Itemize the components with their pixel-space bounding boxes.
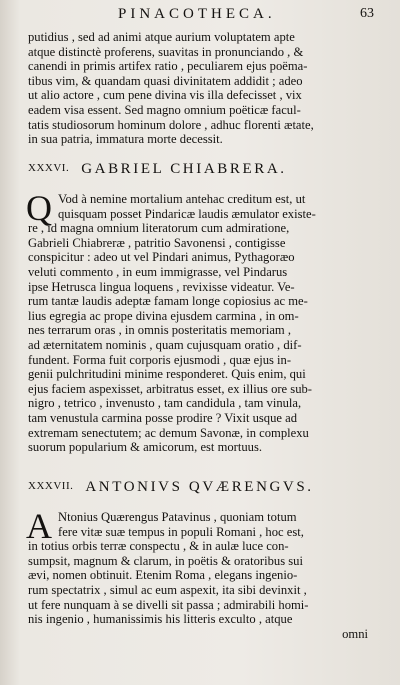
text-line: nis ingenio , humanissimis his litteris exculto , atque — [28, 612, 293, 627]
section-name: GABRIEL CHIABRERA. — [81, 161, 287, 177]
drop-cap: Q — [26, 188, 52, 228]
running-head — [0, 6, 400, 24]
text-line: canendi in primis artifex ratio , peculiarem ejus poëma- — [28, 59, 308, 74]
text-line: putidius , sed ad animi atque aurium voluptatem apte — [28, 30, 295, 44]
drop-cap: A — [26, 506, 52, 546]
section-paragraph-quaerengus — [26, 506, 380, 641]
text-line: in sua patria, immatura morte decessit. — [28, 132, 223, 147]
text-line: rum spectatrix , simul ac eum aspexit, ita sibi devinxit , — [28, 582, 307, 597]
text-line: genii pulchritudini minime responderet. Quis enim, qui — [28, 367, 306, 382]
text-line: ejus faciem aspexisset, arbitratus esset, ex illius ore sub- — [28, 381, 312, 396]
text-line: ævi, nomen obtinuit. Etenim Roma , elegans ingenio- — [28, 568, 298, 583]
text-line: in totius orbis terræ conspectu , & in aulæ luce con- — [28, 539, 289, 554]
text-line: lius egregia ac prope divina ejusdem carmina , in om- — [28, 308, 299, 323]
text-line: fundent. Forma fuit corporis ejusmodi , quæ ejus in- — [28, 352, 292, 367]
text-line: fere vitæ suæ tempus in populi Romani , hoc est, — [58, 524, 304, 539]
text-line: conspicitur : adeo ut vel Pindari animus, Pythagoræo — [28, 250, 295, 265]
text-line: atque distinctè proferens, suavitas in pronunciando , & — [28, 44, 304, 59]
section-numeral: XXXVI. — [28, 162, 70, 174]
text-line: Ntonius Quærengus Patavinus , quoniam totum — [58, 510, 297, 524]
page-number: 63 — [360, 6, 374, 21]
text-line: suorum popularium & amicorum, est mortuus. — [28, 440, 263, 455]
continuation-paragraph — [28, 30, 380, 147]
text-line: Vod à nemine mortalium antehac creditum est, ut — [58, 192, 306, 206]
text-line: tibus vim, & quandam quasi divinitatem addidit ; adeo — [28, 73, 303, 88]
text-line: sumpsit, magnum & clarum, in poëtis & oratoribus sui — [28, 553, 303, 568]
section-name: ANTONIVS QVÆRENGVS. — [85, 479, 314, 495]
text-line: Gabrieli Chiabreræ , patritio Savonensi , contigisse — [28, 235, 286, 250]
text-line: nigro , tetrico , invenusto , tam candidula , tam vinula, — [28, 396, 302, 411]
section-numeral: XXXVII. — [28, 480, 74, 492]
text-line: eadem visa essent. Sed magno omnium poëticæ facul- — [28, 102, 301, 117]
catchword: omni — [342, 626, 368, 641]
text-line: rum tantæ laudis adeptæ famam longe copiosius ac me- — [28, 294, 308, 309]
text-line: tatis studiosorum hominum dolore , adhuc florenti ætate, — [28, 117, 314, 132]
text-line: tam venustula carmina posse prodire ? Vixit usque ad — [28, 410, 298, 425]
text-line: veluti commento , in eum immigrasse, vel Pindarus — [28, 264, 288, 279]
section-heading-chiabrera — [28, 160, 287, 180]
text-line: extremam senectutem; ac demum Savonæ, in complexu — [28, 425, 309, 440]
text-line: ipse Hetrusca lingua loquens , revixisse videatur. Ve- — [28, 279, 295, 294]
text-line: quisquam posset Pindaricæ laudis æmulator existe- — [58, 206, 316, 221]
text-line: ut alio actore , cum pene divina vis illa defecisset , vix — [28, 88, 302, 103]
text-line: ad æternitatem nominis , quam cujusquam oratio , dif- — [28, 337, 302, 352]
section-heading-quaerengus — [28, 478, 314, 498]
section-paragraph-chiabrera — [26, 188, 380, 455]
text-line: ut fere nunquam à se divelli sit passa ; admirabili homi- — [28, 597, 309, 612]
running-title: PINACOTHECA. — [118, 6, 276, 22]
text-line: re , id magna omnium literatorum cum admiratione, — [28, 221, 290, 236]
text-line: nes terrarum oras , in omnis posteritatis memoriam , — [28, 323, 292, 338]
